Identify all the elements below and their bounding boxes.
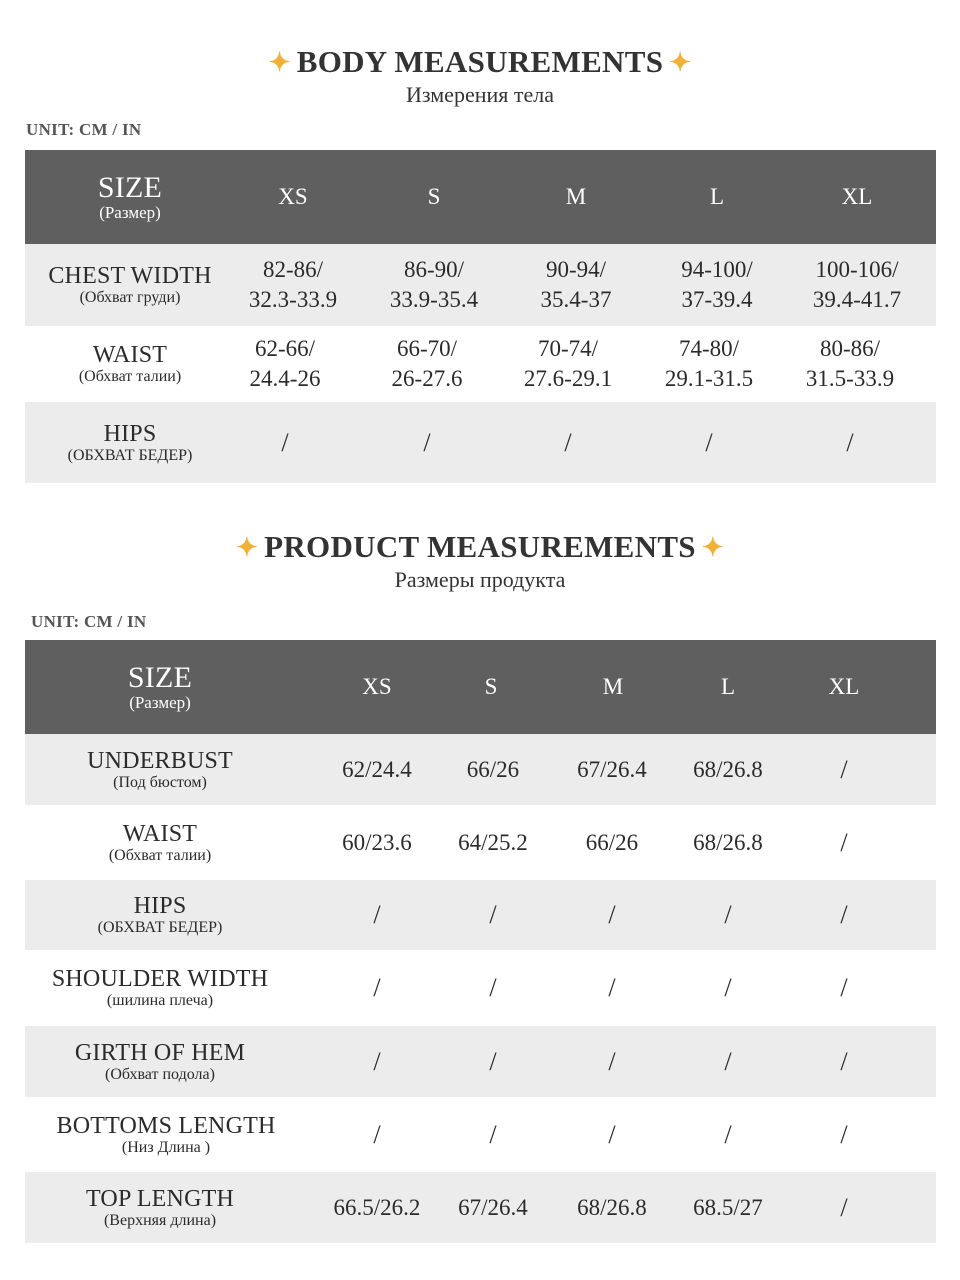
value-cell: 60/23.6 bbox=[342, 829, 412, 855]
value-cell: / bbox=[840, 1192, 848, 1222]
value-cell: / bbox=[705, 427, 713, 457]
row-label: CHEST WIDTH (Обхват груди) bbox=[48, 263, 212, 306]
value-cell: / bbox=[840, 1119, 848, 1149]
row-label: TOP LENGTH (Верхняя длина) bbox=[86, 1185, 234, 1229]
value-cell: / bbox=[724, 1119, 732, 1149]
value-cell: / bbox=[489, 900, 497, 929]
body-measurements-title: ✦ BODY MEASUREMENTS ✦ bbox=[268, 44, 692, 79]
value-cell: / bbox=[840, 754, 848, 784]
value-cell: / bbox=[373, 1119, 381, 1149]
table-header-row bbox=[25, 640, 936, 734]
value-cell: 68.5/27 bbox=[693, 1194, 763, 1220]
value-cell: 82-86/ 32.3-33.9 bbox=[248, 257, 338, 312]
sparkle-icon: ✦ bbox=[236, 532, 259, 562]
value-cell: 90-94/ 35.4-37 bbox=[540, 257, 612, 312]
value-cell: / bbox=[724, 1046, 732, 1076]
value-cell: / bbox=[608, 1046, 616, 1076]
value-cell: / bbox=[846, 427, 854, 457]
value-cell: 66/26 bbox=[585, 829, 639, 855]
value-cell: 68/26.8 bbox=[693, 829, 763, 855]
size-label-sub: (Размер) bbox=[99, 203, 161, 222]
value-cell: 74-80/ 29.1-31.5 bbox=[664, 336, 754, 391]
value-cell: / bbox=[564, 427, 572, 457]
size-l: L bbox=[709, 184, 725, 209]
size-s: S bbox=[427, 184, 441, 209]
value-cell: 67/26.4 bbox=[458, 1194, 528, 1220]
size-label: SIZE bbox=[127, 661, 193, 694]
row-label: HIPS (ОБХВАТ БЕДЕР) bbox=[67, 420, 193, 464]
value-cell: / bbox=[608, 973, 616, 1002]
table-row bbox=[25, 1097, 936, 1172]
size-m: M bbox=[602, 674, 624, 699]
row-label: BOTTOMS LENGTH (Низ Длина ) bbox=[56, 1112, 276, 1156]
table-row bbox=[25, 1026, 936, 1097]
row-label: HIPS (ОБХВАТ БЕДЕР) bbox=[97, 893, 223, 936]
value-cell: 64/25.2 bbox=[458, 829, 528, 855]
sparkle-icon: ✦ bbox=[268, 47, 291, 77]
value-cell: 62-66/ 24.4-26 bbox=[249, 336, 321, 391]
value-cell: / bbox=[840, 1046, 848, 1076]
value-cell: / bbox=[373, 1046, 381, 1076]
value-cell: / bbox=[840, 827, 848, 857]
value-cell: 66-70/ 26-27.6 bbox=[391, 336, 463, 391]
value-cell: / bbox=[373, 973, 381, 1002]
table-row bbox=[25, 950, 936, 1026]
value-cell: 67/26.4 bbox=[577, 756, 647, 782]
row-label: SHOULDER WIDTH (шилина плеча) bbox=[51, 966, 269, 1009]
size-s: S bbox=[484, 674, 498, 699]
value-cell: / bbox=[373, 900, 381, 929]
value-cell: / bbox=[423, 427, 431, 457]
value-cell: 100-106/ 39.4-41.7 bbox=[812, 257, 902, 312]
size-label: SIZE bbox=[97, 171, 163, 204]
product-unit-label: UNIT: CM / IN bbox=[31, 612, 147, 631]
row-label: WAIST (Обхват талии) bbox=[108, 820, 212, 864]
value-cell: 80-86/ 31.5-33.9 bbox=[805, 336, 895, 391]
row-label: GIRTH OF HEM (Обхват подола) bbox=[74, 1039, 246, 1083]
value-cell: 68/26.8 bbox=[577, 1194, 647, 1220]
size-xl: XL bbox=[828, 674, 860, 699]
row-label: UNDERBUST (Под бюстом) bbox=[87, 747, 233, 791]
value-cell: / bbox=[608, 900, 616, 929]
value-cell: / bbox=[489, 1046, 497, 1076]
value-cell: / bbox=[724, 973, 732, 1002]
sparkle-icon: ✦ bbox=[701, 532, 724, 562]
value-cell: 86-90/ 33.9-35.4 bbox=[389, 257, 479, 312]
table-row bbox=[25, 805, 936, 880]
size-xs: XS bbox=[362, 674, 392, 699]
value-cell: / bbox=[724, 900, 732, 929]
size-xl: XL bbox=[841, 184, 873, 209]
value-cell: / bbox=[840, 973, 848, 1002]
table-header-row bbox=[25, 150, 936, 244]
value-cell: / bbox=[281, 427, 289, 457]
table-row bbox=[25, 734, 936, 805]
size-header-cell bbox=[25, 150, 235, 244]
product-measurements-title: ✦ PRODUCT MEASUREMENTS ✦ bbox=[236, 529, 724, 564]
value-cell: 68/26.8 bbox=[693, 756, 763, 782]
body-unit-label: UNIT: CM / IN bbox=[26, 120, 142, 139]
value-cell: 62/24.4 bbox=[342, 756, 412, 782]
product-measurements-subtitle: Размеры продукта bbox=[394, 567, 566, 592]
table-row bbox=[25, 880, 936, 950]
body-measurements-subtitle: Измерения тела bbox=[405, 82, 554, 107]
value-cell: 70-74/ 27.6-29.1 bbox=[523, 336, 613, 391]
table-row bbox=[25, 1172, 936, 1243]
size-label-sub: (Размер) bbox=[129, 693, 191, 712]
size-l: L bbox=[720, 674, 736, 699]
value-cell: 66/26 bbox=[466, 756, 520, 782]
table-row bbox=[25, 402, 936, 483]
size-xs: XS bbox=[278, 184, 308, 209]
value-cell: / bbox=[489, 1119, 497, 1149]
value-cell: / bbox=[608, 1119, 616, 1149]
row-label: WAIST (Обхват талии) bbox=[78, 342, 182, 385]
size-m: M bbox=[565, 184, 587, 209]
value-cell: 94-100/ 37-39.4 bbox=[681, 257, 753, 312]
table-row bbox=[25, 244, 936, 326]
size-header-cell bbox=[25, 640, 295, 734]
value-cell: / bbox=[840, 900, 848, 929]
table-row bbox=[25, 326, 936, 402]
value-cell: 66.5/26.2 bbox=[333, 1194, 421, 1220]
sparkle-icon: ✦ bbox=[669, 47, 692, 77]
value-cell: / bbox=[489, 973, 497, 1002]
